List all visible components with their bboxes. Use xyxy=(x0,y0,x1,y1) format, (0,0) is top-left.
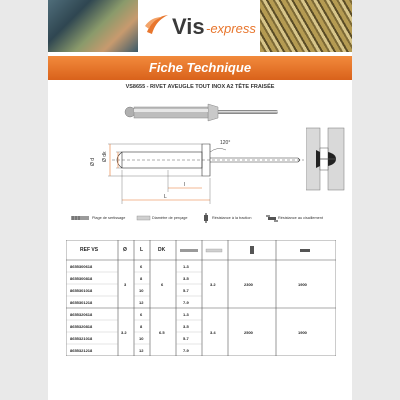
banner xyxy=(48,56,352,80)
table-cell-range: 7-9 xyxy=(183,348,189,353)
table-cell-range: 7-9 xyxy=(183,300,189,305)
col-header-ref: REF VS xyxy=(80,247,99,253)
table-cell-ref: 8655301218 xyxy=(70,300,93,305)
rivet-3d-render xyxy=(125,104,278,121)
brand-logo xyxy=(144,8,256,46)
dim-d-label: Ø d xyxy=(90,157,96,166)
col-header-l: L xyxy=(140,247,144,253)
table-cell-range: 3-5 xyxy=(183,324,189,329)
table-cell-tensile: 2500 xyxy=(244,330,253,335)
legend-item xyxy=(266,212,323,224)
col-header-diam: Ø xyxy=(123,247,127,253)
shear-resistance-icon xyxy=(266,213,278,223)
table-cell-l: 10 xyxy=(139,336,144,341)
table-cell-drill: 3.4 xyxy=(210,330,216,335)
rivet-installed-section xyxy=(306,124,346,194)
dim-l-small-label: l xyxy=(184,182,186,188)
table-cell-ref: 8655320618 xyxy=(70,312,93,317)
header-photo-hands xyxy=(48,0,138,52)
table-cell-ref: 8655321018 xyxy=(70,336,93,341)
rivet-section-drawing xyxy=(108,144,304,204)
technical-sheet xyxy=(48,0,352,400)
legend-label: Résistance au cisaillement xyxy=(278,216,323,220)
legend-label: Plage de sertissage xyxy=(92,216,126,220)
header-drill-diameter-icon xyxy=(206,249,222,252)
table-cell-l: 8 xyxy=(140,324,143,329)
table-cell-ref: 8655300618 xyxy=(70,264,93,269)
header-shear-icon xyxy=(300,249,310,252)
banner-title: Fiche Technique xyxy=(148,60,252,75)
table-cell-drill: 3.2 xyxy=(210,282,216,287)
table-cell-range: 1-3 xyxy=(183,312,189,317)
table-cell-shear: 1900 xyxy=(298,282,307,287)
table-cell-dk: 6 xyxy=(161,282,164,287)
brand-suffix: -express xyxy=(206,21,256,36)
table-cell-range: 5-7 xyxy=(183,288,189,293)
header-photo-screws xyxy=(260,0,352,52)
dim-l-label: L xyxy=(164,194,167,200)
table-cell-dk: 6.5 xyxy=(159,330,165,335)
table-cell-range: 5-7 xyxy=(183,336,189,341)
tensile-resistance-icon xyxy=(200,213,212,223)
table-cell-l: 8 xyxy=(140,276,143,281)
legend-item xyxy=(136,212,187,224)
table-cell-ref: 8655301018 xyxy=(70,288,93,293)
legend-label: Diamètre de perçage xyxy=(152,216,188,220)
table-cell-shear: 1900 xyxy=(298,330,307,335)
table-cell-l: 12 xyxy=(139,300,144,305)
table-cell-range: 1-3 xyxy=(183,264,189,269)
table-cell-l: 12 xyxy=(139,348,144,353)
table-grid xyxy=(66,240,336,356)
icon-legend xyxy=(70,212,340,224)
page-header xyxy=(48,0,352,52)
table-cell-diam: 3.2 xyxy=(121,330,127,335)
dim-dk-label: Ø dk xyxy=(102,151,108,162)
legend-item xyxy=(70,212,125,224)
drill-diameter-icon xyxy=(136,214,152,222)
table-cell-ref: 8655320818 xyxy=(70,324,93,329)
table-cell-l: 6 xyxy=(140,264,143,269)
legend-label: Résistance à la traction xyxy=(212,216,252,220)
header-tensile-icon xyxy=(250,246,254,254)
brand-name: Vis xyxy=(172,14,205,39)
legend-item xyxy=(200,212,251,224)
col-header-dk: DK xyxy=(158,247,166,253)
rivet-range-icon xyxy=(70,214,92,222)
table-cell-range: 3-5 xyxy=(183,276,189,281)
spec-table xyxy=(66,240,336,356)
table-cell-diam: 3 xyxy=(124,282,127,287)
rivet-technical-drawing xyxy=(68,100,308,208)
dim-angle-label: 120° xyxy=(220,140,231,146)
table-cell-ref: 8655300818 xyxy=(70,276,93,281)
table-cell-tensile: 2300 xyxy=(244,282,253,287)
table-cell-ref: 8655321218 xyxy=(70,348,93,353)
table-cell-l: 6 xyxy=(140,312,143,317)
product-title: VS8655 - RIVET AVEUGLE TOUT INOX A2 TÊTE FRAISÉE xyxy=(125,84,275,90)
table-cell-l: 10 xyxy=(139,288,144,293)
header-rivet-range-icon xyxy=(180,249,198,252)
logo-swoosh-icon xyxy=(144,12,170,38)
